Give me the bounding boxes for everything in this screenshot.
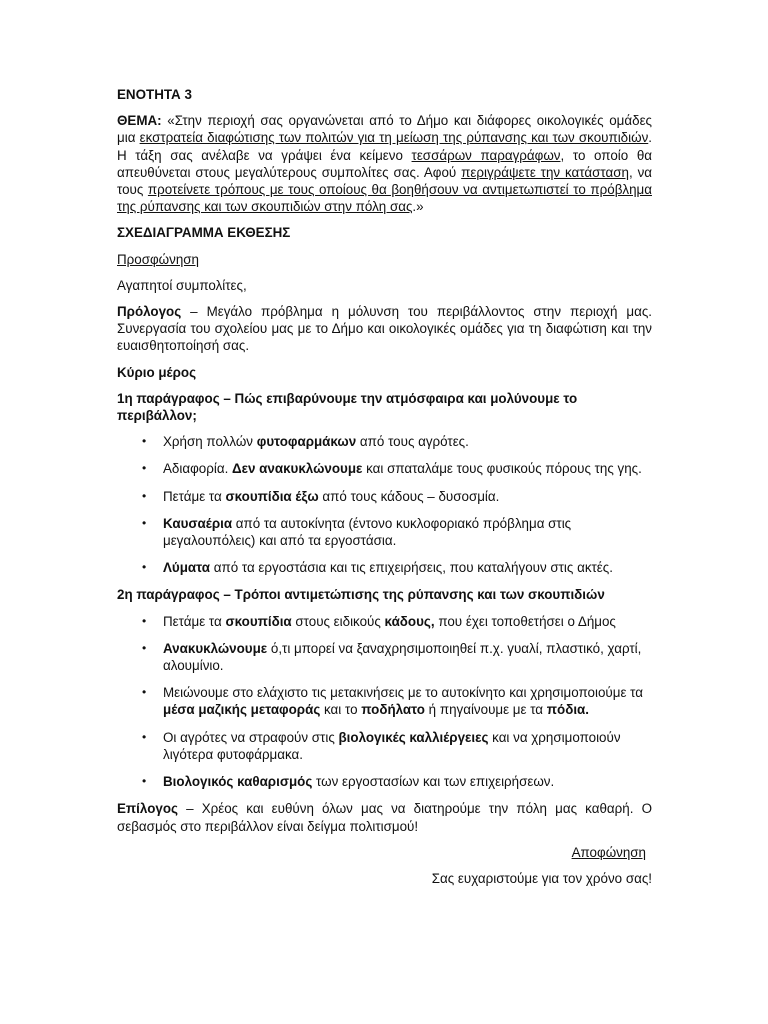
- closing-section: [117, 844, 652, 861]
- bullet-item: [117, 640, 652, 674]
- bullet-bold-text: κάδους,: [384, 613, 435, 629]
- bullet-text: από τα εργοστάσια και τις επιχειρήσεις, που καταλήγουν στις ακτές.: [210, 560, 613, 576]
- bullet-text: από τους κάδους – δυσοσμία.: [318, 488, 500, 504]
- bullet-text: από τα αυτοκίνητα (έντονο κυκλοφοριακό πρόβλημα στις μεγαλουπόλεις) και από τα εργοστάσια.: [163, 515, 572, 549]
- bullet-bold-text: σκουπίδια: [225, 613, 292, 629]
- bullet-item: [117, 729, 652, 763]
- bullet-text: και να χρησιμοποιούν λιγότερα φυτοφάρμακα.: [163, 729, 621, 762]
- theme-underline-3: περιγράψετε την κατάσταση: [461, 164, 629, 180]
- bullet-bold-text: Ανακυκλώνουμε: [163, 640, 268, 656]
- epilogue-label: Επίλογος: [117, 801, 178, 817]
- bullet-icon: •: [142, 488, 147, 503]
- bullet-bold-text: φυτοφαρμάκων: [256, 434, 357, 450]
- epilogue-text: – Χρέος και ευθύνη όλων μας να διατηρούμε την πόλη μας καθαρή. Ο σεβασμός στο περιβάλλον είναι δείγμα πολιτισμού!: [117, 801, 652, 834]
- bullet-text: Μειώνουμε στο ελάχιστο τις μετακινήσεις με το αυτοκίνητο και χρησιμοποιούμε τα: [163, 685, 643, 701]
- bullet-text: και το: [320, 702, 362, 718]
- para1-title: 1η παράγραφος – Πώς επιβαρύνουμε την ατμόσφαιρα και μολύνουμε το περιβάλλον;: [117, 390, 578, 424]
- bullet-icon: •: [142, 434, 147, 449]
- theme-text-3: , το οποίο θα απευθύνεται στους μεγαλύτερους συμπολίτες σας. Αφού: [117, 147, 653, 180]
- prologue-label: Πρόλογος: [117, 304, 182, 320]
- bullet-icon: •: [142, 461, 147, 476]
- bullet-text: Πετάμε τα: [163, 613, 226, 629]
- bullet-icon: •: [142, 560, 147, 575]
- bullet-bold-text: Βιολογικός καθαρισμός: [163, 774, 313, 790]
- epilogue-paragraph: [117, 800, 652, 834]
- bullet-text: από τους αγρότες.: [356, 434, 469, 450]
- bullet-icon: •: [142, 640, 147, 655]
- bullet-item: [117, 559, 652, 576]
- bullet-icon: •: [142, 774, 147, 789]
- bullet-item: [117, 488, 652, 505]
- bullet-icon: •: [142, 729, 147, 744]
- bullet-item: [117, 613, 652, 630]
- closing-label: Αποφώνηση: [571, 844, 646, 860]
- bullet-item: [117, 515, 652, 549]
- bullet-bold-text: Δεν ανακυκλώνουμε: [232, 461, 363, 477]
- bullet-text: και σπαταλάμε τους φυσικούς πόρους της γης.: [362, 461, 642, 477]
- address-section: [117, 251, 652, 268]
- theme-text-2: . Η τάξη σας ανέλαβε να γράψει ένα κείμενο: [117, 130, 652, 163]
- bullet-text: ή πηγαίνουμε με τα: [424, 702, 547, 718]
- bullet-bold-text: ποδήλατο: [361, 702, 425, 718]
- bullet-bold-text: πόδια.: [546, 702, 589, 718]
- bullet-text: Οι αγρότες να στραφούν στις: [163, 729, 339, 745]
- greeting: Αγαπητοί συμπολίτες,: [117, 277, 247, 293]
- bullet-item: [117, 460, 652, 477]
- theme-text-4: , να τους: [117, 164, 653, 198]
- bullet-item: [117, 433, 652, 450]
- theme-underline-4: προτείνετε τρόπους με τους οποίους θα βοηθήσουν να αντιμετωπιστεί το πρόβλημα της ρύπανσης και των σκουπιδιών στην πόλη σας: [117, 182, 652, 215]
- unit-title: ΕΝΟΤΗΤΑ 3: [117, 87, 192, 102]
- address-label: Προσφώνηση: [117, 251, 199, 267]
- bullet-text: Πετάμε τα: [163, 488, 226, 504]
- bullet-bold-text: Καυσαέρια: [163, 515, 233, 531]
- para2-title: 2η παράγραφος – Τρόποι αντιμετώπισης της ρύπανσης και των σκουπιδιών: [117, 587, 605, 603]
- bullet-text: στους ειδικούς: [291, 613, 385, 629]
- para2-list: [117, 613, 652, 791]
- bullet-item: [117, 773, 652, 790]
- para1-list: [117, 433, 652, 576]
- bullet-bold-text: μέσα μαζικής μεταφοράς: [163, 702, 321, 718]
- theme-label: ΘΕΜΑ:: [117, 113, 162, 129]
- bullet-bold-text: Λύματα: [163, 560, 210, 576]
- thanks-line: Σας ευχαριστούμε για τον χρόνο σας!: [431, 870, 652, 886]
- theme-underline-1: εκστρατεία διαφώτισης των πολιτών για τη μείωση της ρύπανσης και των σκουπιδιών: [139, 130, 649, 146]
- theme-paragraph: [117, 112, 652, 215]
- prologue-paragraph: [117, 303, 652, 355]
- bullet-icon: •: [142, 613, 147, 628]
- main-title: Κύριο μέρος: [117, 364, 197, 380]
- bullet-item: [117, 684, 652, 718]
- bullet-text: Αδιαφορία.: [163, 461, 233, 477]
- bullet-text: Χρήση πολλών: [163, 434, 257, 450]
- bullet-text: ό,τι μπορεί να ξαναχρησιμοποιηθεί π.χ. γυαλί, πλαστικό, χαρτί, αλουμίνιο.: [163, 640, 642, 674]
- theme-text-5: .»: [412, 199, 424, 215]
- bullet-text: που έχει τοποθετήσει ο Δήμος: [434, 613, 616, 629]
- bullet-bold-text: σκουπίδια έξω: [225, 488, 319, 504]
- theme-text-1: «Στην περιοχή σας οργανώνεται από το Δήμο και διάφορες οικολογικές ομάδες μια: [117, 113, 652, 146]
- plan-title: ΣΧΕΔΙΑΓΡΑΜΜΑ ΕΚΘΕΣΗΣ: [117, 225, 291, 241]
- bullet-icon: •: [142, 515, 147, 530]
- theme-underline-2: τεσσάρων παραγράφων: [411, 147, 561, 163]
- bullet-text: των εργοστασίων και των επιχειρήσεων.: [312, 774, 555, 790]
- bullet-icon: •: [142, 685, 147, 700]
- bullet-bold-text: βιολογικές καλλιέργειες: [338, 729, 489, 745]
- prologue-text: – Μεγάλο πρόβλημα η μόλυνση του περιβάλλοντος στην περιοχή μας. Συνεργασία του σχολείου μας με το Δήμο και οικολογικές ομάδες για τη διαφώτιση και την ευαισθητοποίησή σας.: [117, 304, 652, 354]
